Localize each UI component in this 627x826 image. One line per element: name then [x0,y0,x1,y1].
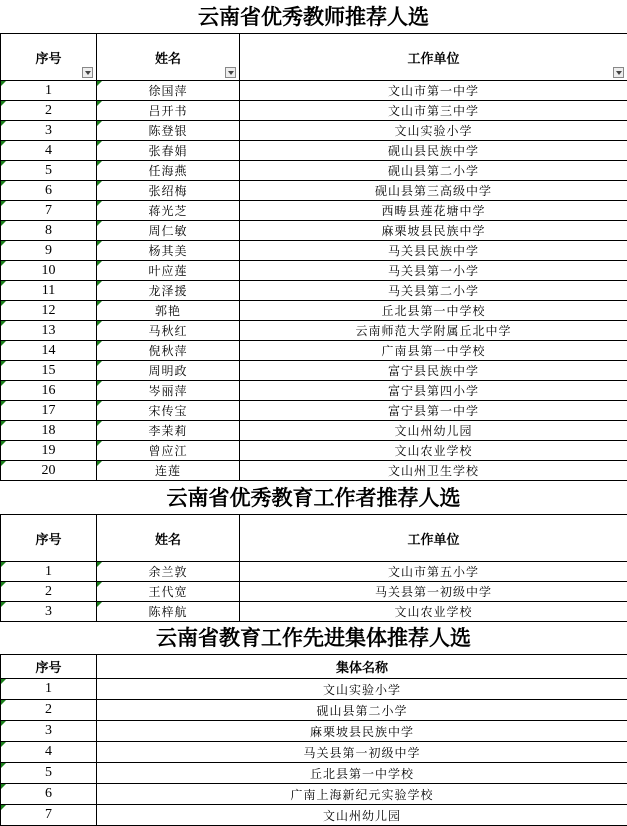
table-row [1,341,627,361]
table-row [1,805,627,826]
table-row [1,441,627,461]
table-row [1,763,627,784]
table-row [1,141,627,161]
cell-no[interactable]: 7 [1,201,97,221]
cell-collective[interactable]: 马关县第一初级中学 [97,742,627,763]
cell-no[interactable]: 5 [1,763,97,784]
cell-collective[interactable]: 麻栗坡县民族中学 [97,721,627,742]
cell-no[interactable]: 1 [1,562,97,582]
cell-no[interactable]: 4 [1,141,97,161]
cell-unit[interactable]: 文山市第五小学 [240,562,627,582]
cell-unit[interactable]: 文山农业学校 [240,441,627,461]
cell-no[interactable]: 3 [1,121,97,141]
cell-no[interactable]: 20 [1,461,97,481]
teachers-table [0,33,627,481]
cell-unit[interactable]: 砚山县民族中学 [240,141,627,161]
cell-no[interactable]: 18 [1,421,97,441]
cell-no[interactable]: 14 [1,341,97,361]
table-row [1,700,627,721]
cell-collective[interactable]: 丘北县第一中学校 [97,763,627,784]
collectives-table [0,654,627,826]
cell-unit[interactable]: 富宁县第四小学 [240,381,627,401]
cell-name[interactable]: 余兰敦 [97,562,240,582]
cell-unit[interactable]: 文山州幼儿园 [240,421,627,441]
table-row [1,361,627,381]
educators-table [0,514,627,622]
collectives-header-row [1,655,627,679]
table-row [1,742,627,763]
cell-unit[interactable]: 富宁县第一中学 [240,401,627,421]
table-row [1,562,627,582]
header-no: 序号 [1,655,97,679]
cell-unit[interactable]: 富宁县民族中学 [240,361,627,381]
cell-no[interactable]: 4 [1,742,97,763]
table-row [1,161,627,181]
cell-name[interactable]: 陈梓航 [97,602,240,622]
cell-unit[interactable]: 云南师范大学附属丘北中学 [240,321,627,341]
cell-name[interactable]: 连莲 [97,461,240,481]
table-row [1,281,627,301]
table-row [1,421,627,441]
cell-no[interactable]: 2 [1,101,97,121]
cell-name[interactable]: 蒋光芝 [97,201,240,221]
cell-no[interactable]: 8 [1,221,97,241]
cell-name[interactable]: 周明政 [97,361,240,381]
cell-no[interactable]: 7 [1,805,97,826]
cell-name[interactable]: 曾应江 [97,441,240,461]
cell-collective[interactable]: 文山州幼儿园 [97,805,627,826]
cell-name[interactable]: 郭艳 [97,301,240,321]
cell-unit[interactable]: 丘北县第一中学校 [240,301,627,321]
cell-unit[interactable]: 文山市第一中学 [240,81,627,101]
filter-dropdown-icon[interactable] [225,67,236,78]
table-row [1,321,627,341]
cell-name[interactable]: 倪秋萍 [97,341,240,361]
teachers-header-row [1,34,627,81]
cell-no[interactable]: 15 [1,361,97,381]
table-row [1,784,627,805]
cell-no[interactable]: 1 [1,81,97,101]
section1-title: 云南省优秀教师推荐人选 [0,6,627,27]
table-row [1,121,627,141]
table-row [1,101,627,121]
cell-unit[interactable]: 马关县民族中学 [240,241,627,261]
cell-name[interactable]: 周仁敏 [97,221,240,241]
table-row [1,602,627,622]
cell-unit[interactable]: 广南县第一中学校 [240,341,627,361]
cell-unit[interactable]: 砚山县第二小学 [240,161,627,181]
cell-name[interactable]: 龙泽援 [97,281,240,301]
cell-name[interactable]: 宋传宝 [97,401,240,421]
cell-no[interactable]: 12 [1,301,97,321]
header-no[interactable]: 序号 [1,34,97,81]
cell-no[interactable]: 2 [1,582,97,602]
cell-no[interactable]: 13 [1,321,97,341]
section2-title: 云南省优秀教育工作者推荐人选 [0,487,627,508]
cell-unit[interactable]: 马关县第一小学 [240,261,627,281]
table-row [1,261,627,281]
table-row [1,381,627,401]
table-row [1,181,627,201]
table-row [1,201,627,221]
cell-unit[interactable]: 文山州卫生学校 [240,461,627,481]
table-row [1,679,627,700]
cell-name[interactable]: 徐国萍 [97,81,240,101]
cell-no[interactable]: 19 [1,441,97,461]
cell-unit[interactable]: 西畴县莲花塘中学 [240,201,627,221]
table-row [1,221,627,241]
cell-name[interactable]: 叶应莲 [97,261,240,281]
cell-no[interactable]: 16 [1,381,97,401]
table-row [1,461,627,481]
header-unit: 工作单位 [240,515,627,562]
educators-header-row [1,515,627,562]
cell-no[interactable]: 2 [1,700,97,721]
cell-unit[interactable]: 文山农业学校 [240,602,627,622]
cell-no[interactable]: 10 [1,261,97,281]
cell-unit[interactable]: 文山市第三中学 [240,101,627,121]
cell-name[interactable]: 张绍梅 [97,181,240,201]
cell-name[interactable]: 张春娟 [97,141,240,161]
cell-unit[interactable]: 文山实验小学 [240,121,627,141]
cell-unit[interactable]: 马关县第二小学 [240,281,627,301]
table-row [1,401,627,421]
cell-name[interactable]: 陈登银 [97,121,240,141]
header-name[interactable]: 姓名 [97,34,240,81]
cell-no[interactable]: 11 [1,281,97,301]
cell-no[interactable]: 6 [1,784,97,805]
cell-name[interactable]: 岑丽萍 [97,381,240,401]
cell-collective[interactable]: 广南上海新纪元实验学校 [97,784,627,805]
header-name: 姓名 [97,515,240,562]
cell-no[interactable]: 5 [1,161,97,181]
table-row [1,582,627,602]
cell-name[interactable]: 马秋红 [97,321,240,341]
section3-title: 云南省教育工作先进集体推荐人选 [0,627,627,648]
cell-name[interactable]: 杨其美 [97,241,240,261]
table-row [1,721,627,742]
cell-name[interactable]: 吕开书 [97,101,240,121]
table-row [1,81,627,101]
cell-name[interactable]: 王代宽 [97,582,240,602]
cell-no[interactable]: 6 [1,181,97,201]
header-unit[interactable]: 工作单位 [240,34,627,81]
filter-dropdown-icon[interactable] [82,67,93,78]
cell-unit[interactable]: 麻栗坡县民族中学 [240,221,627,241]
cell-no[interactable]: 3 [1,602,97,622]
table-row [1,241,627,261]
cell-collective[interactable]: 文山实验小学 [97,679,627,700]
table-row [1,301,627,321]
header-collective: 集体名称 [97,655,627,679]
cell-name[interactable]: 任海燕 [97,161,240,181]
cell-no[interactable]: 9 [1,241,97,261]
cell-no[interactable]: 17 [1,401,97,421]
cell-no[interactable]: 3 [1,721,97,742]
filter-dropdown-icon[interactable] [613,67,624,78]
cell-no[interactable]: 1 [1,679,97,700]
cell-unit[interactable]: 马关县第一初级中学 [240,582,627,602]
cell-collective[interactable]: 砚山县第二小学 [97,700,627,721]
cell-name[interactable]: 李茉莉 [97,421,240,441]
cell-unit[interactable]: 砚山县第三高级中学 [240,181,627,201]
header-no: 序号 [1,515,97,562]
